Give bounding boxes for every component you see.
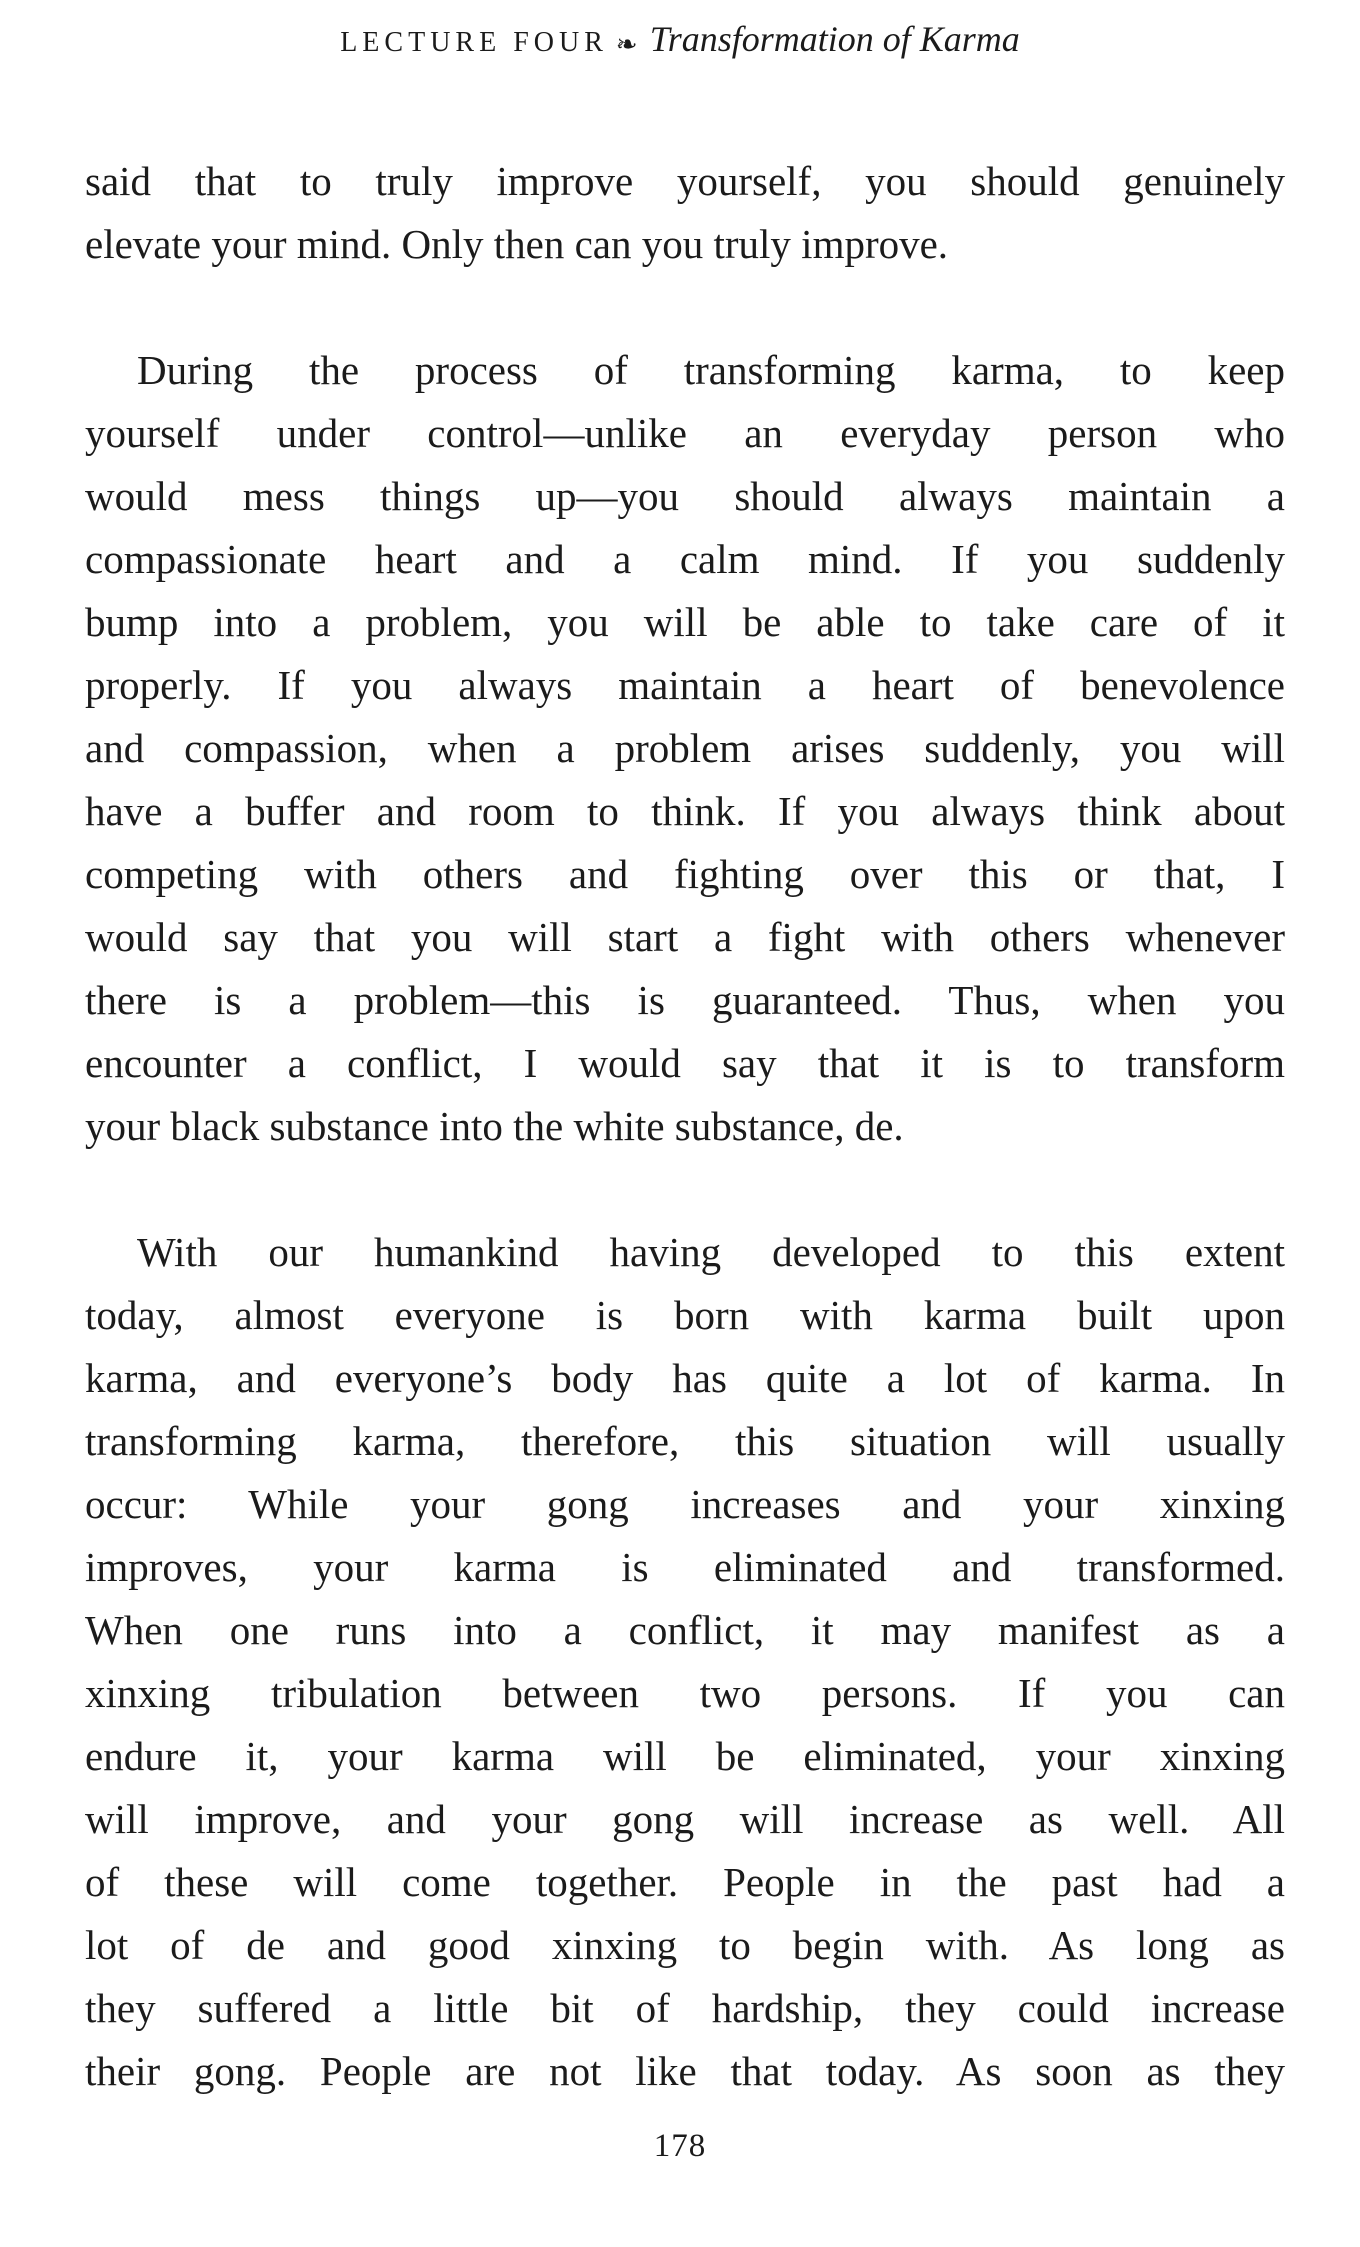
text-line: your black substance into the white substance, de. bbox=[85, 1103, 904, 1149]
running-head bbox=[0, 16, 1360, 70]
text-line: bump into a problem, you will be able to take care of it bbox=[85, 599, 1285, 645]
running-head-lecture-label: LECTURE FOUR bbox=[340, 27, 608, 58]
text-line: When one runs into a conflict, it may manifest as a bbox=[85, 1607, 1285, 1653]
text-line: occur: While your gong increases and your xinxing bbox=[85, 1481, 1285, 1527]
text-line: and compassion, when a problem arises suddenly, you will bbox=[85, 725, 1285, 771]
text-line: endure it, your karma will be eliminated, your xinxing bbox=[85, 1733, 1285, 1779]
text-line: today, almost everyone is born with karma built upon bbox=[85, 1292, 1285, 1338]
text-line: elevate your mind. Only then can you truly improve. bbox=[85, 221, 949, 267]
text-line: properly. If you always maintain a heart of benevolence bbox=[85, 662, 1285, 708]
text-line: have a buffer and room to think. If you always think about bbox=[85, 788, 1285, 834]
page-footer bbox=[0, 2128, 1360, 2165]
text-line: would say that you will start a fight with others whenever bbox=[85, 914, 1285, 960]
paragraph bbox=[85, 150, 1285, 276]
text-line: would mess things up—you should always maintain a bbox=[85, 473, 1285, 519]
text-line: improves, your karma is eliminated and transformed. bbox=[85, 1544, 1285, 1590]
page-number: 178 bbox=[653, 2128, 707, 2164]
fleuron-leaf-icon: ❧ bbox=[615, 30, 638, 60]
text-line: During the process of transforming karma, to keep bbox=[137, 347, 1285, 393]
text-line: lot of de and good xinxing to begin with. As long as bbox=[85, 1922, 1285, 1968]
text-line: karma, and everyone’s body has quite a lot of karma. In bbox=[85, 1355, 1285, 1401]
text-line: they suffered a little bit of hardship, they could increase bbox=[85, 1985, 1285, 2031]
text-line: said that to truly improve yourself, you should genuinely bbox=[85, 158, 1285, 204]
text-line: transforming karma, therefore, this situation will usually bbox=[85, 1418, 1285, 1464]
text-line: their gong. People are not like that today. As soon as they bbox=[85, 2048, 1285, 2094]
paragraph bbox=[85, 1221, 1285, 2103]
text-line: competing with others and fighting over this or that, I bbox=[85, 851, 1285, 897]
text-line: With our humankind having developed to this extent bbox=[137, 1229, 1285, 1275]
text-line: xinxing tribulation between two persons. If you can bbox=[85, 1670, 1285, 1716]
text-line: encounter a conflict, I would say that it is to transform bbox=[85, 1040, 1285, 1086]
text-line: of these will come together. People in the past had a bbox=[85, 1859, 1285, 1905]
text-line: there is a problem—this is guaranteed. Thus, when you bbox=[85, 977, 1285, 1023]
running-head-chapter-title: Transformation of Karma bbox=[649, 19, 1020, 59]
page-body bbox=[85, 150, 1285, 2103]
text-line: yourself under control—unlike an everyday person who bbox=[85, 410, 1285, 456]
text-line: compassionate heart and a calm mind. If you suddenly bbox=[85, 536, 1285, 582]
text-line: will improve, and your gong will increase as well. All bbox=[85, 1796, 1285, 1842]
paragraph bbox=[85, 339, 1285, 1158]
